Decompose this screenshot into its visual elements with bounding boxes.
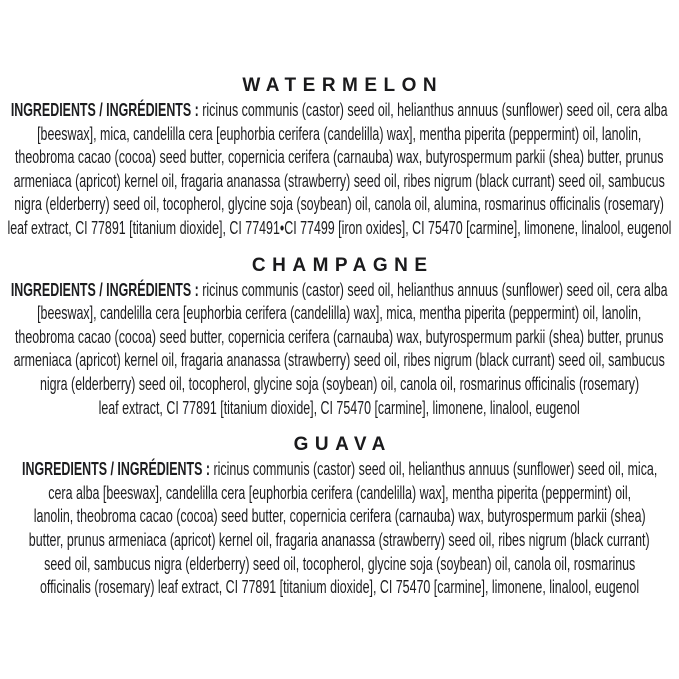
ingredients-line-text bbox=[11, 99, 668, 123]
ingredients-line-text: [beeswax], candelilla cera [euphorbia cerifera (candelilla) wax], mica, mentha piperita (peppermint) oil, lanolin, bbox=[37, 303, 642, 324]
ingredients-line bbox=[0, 482, 679, 506]
ingredients-line bbox=[0, 146, 679, 170]
section-watermelon bbox=[0, 76, 679, 241]
ingredients-line bbox=[0, 529, 679, 553]
ingredients-label: INGREDIENTS / INGRÉDIENTS : bbox=[21, 459, 214, 480]
ingredients-line bbox=[0, 576, 679, 600]
ingredients-line-text: nigra (elderberry) seed oil, tocopherol, glycine soja (soybean) oil, canola oil, rosmarinus officinalis (rosemary) bbox=[39, 373, 640, 394]
ingredients-line bbox=[0, 553, 679, 577]
ingredients-line-text: armeniaca (apricot) kernel oil, fragaria ananassa (strawberry) seed oil, ribes nigrum (black currant) seed oil, sambucus bbox=[13, 170, 666, 191]
ingredients-text: ricinus communis (castor) seed oil, helianthus annuus (sunflower) seed oil, cera alba bbox=[202, 279, 668, 300]
ingredients-line-text bbox=[11, 279, 668, 303]
ingredients-line bbox=[0, 217, 679, 241]
section-champagne bbox=[0, 256, 679, 421]
section-guava bbox=[0, 435, 679, 600]
ingredients-line bbox=[0, 279, 679, 303]
ingredients-line-text: theobroma cacao (cocoa) seed butter, copernicia cerifera (carnauba) wax, butyrospermum parkii (shea) butter, prunus bbox=[15, 326, 664, 347]
flavor-title-guava: GUAVA bbox=[293, 434, 392, 456]
ingredients-line-text: officinalis (rosemary) leaf extract, CI 77891 [titanium dioxide], CI 75470 [carmine], limonene, linalool, eugenol bbox=[39, 577, 640, 598]
ingredients-line bbox=[0, 170, 679, 194]
ingredients-line bbox=[0, 373, 679, 397]
ingredients-line bbox=[0, 123, 679, 147]
ingredients-line bbox=[0, 302, 679, 326]
ingredients-line-text: cera alba [beeswax], candelilla cera [euphorbia cerifera (candelilla) wax], mentha piperita (peppermint) oil, bbox=[48, 482, 631, 503]
ingredients-line-text: lanolin, theobroma cacao (cocoa) seed butter, copernicia cerifera (carnauba) wax, butyrospermum parkii (shea) bbox=[33, 506, 646, 527]
ingredients-line bbox=[0, 505, 679, 529]
ingredients-label: INGREDIENTS / INGRÉDIENTS : bbox=[11, 279, 203, 300]
flavor-title-watermelon: WATERMELON bbox=[242, 75, 444, 96]
ingredients-label: INGREDIENTS / INGRÉDIENTS : bbox=[11, 100, 203, 120]
ingredients-line bbox=[0, 193, 679, 217]
ingredients-line-text: leaf extract, CI 77891 [titanium dioxide], CI 77491•CI 77499 [iron oxides], CI 75470 [carmine], limonene, linalool, eugenol bbox=[7, 217, 672, 238]
ingredients-line-text: nigra (elderberry) seed oil, tocopherol, glycine soja (soybean) oil, canola oil, alumina, rosmarinus officinalis (rosemary) bbox=[14, 194, 665, 215]
ingredients-line bbox=[0, 99, 679, 123]
flavor-title-champagne: CHAMPAGNE bbox=[251, 254, 434, 276]
ingredients-line bbox=[0, 397, 679, 421]
ingredients-line-text: leaf extract, CI 77891 [titanium dioxide], CI 75470 [carmine], limonene, linalool, eugenol bbox=[98, 397, 581, 418]
ingredients-line-text bbox=[22, 458, 657, 482]
ingredients-line bbox=[0, 458, 679, 482]
ingredients-line bbox=[0, 349, 679, 373]
ingredients-line-text: theobroma cacao (cocoa) seed butter, copernicia cerifera (carnauba) wax, butyrospermum parkii (shea) butter, prunus bbox=[15, 147, 664, 168]
ingredients-text: ricinus communis (castor) seed oil, helianthus annuus (sunflower) seed oil, cera alba bbox=[202, 100, 668, 120]
ingredients-line bbox=[0, 326, 679, 350]
ingredients-line-text: seed oil, sambucus nigra (elderberry) seed oil, tocopherol, glycine soja (soybean) oil, canola oil, rosmarinus bbox=[43, 553, 636, 574]
ingredients-line-text: butter, prunus armeniaca (apricot) kernel oil, fragaria ananassa (strawberry) seed oil, ribes nigrum (black currant) bbox=[29, 529, 650, 550]
ingredients-text: ricinus communis (castor) seed oil, helianthus annuus (sunflower) seed oil, mica, bbox=[213, 459, 658, 480]
ingredients-line-text: [beeswax], mica, candelilla cera [euphorbia cerifera (candelilla) wax], mentha piperita (peppermint) oil, lanolin, bbox=[37, 123, 642, 144]
ingredients-line-text: armeniaca (apricot) kernel oil, fragaria ananassa (strawberry) seed oil, ribes nigrum (black currant) seed oil, sambucus bbox=[13, 350, 666, 371]
